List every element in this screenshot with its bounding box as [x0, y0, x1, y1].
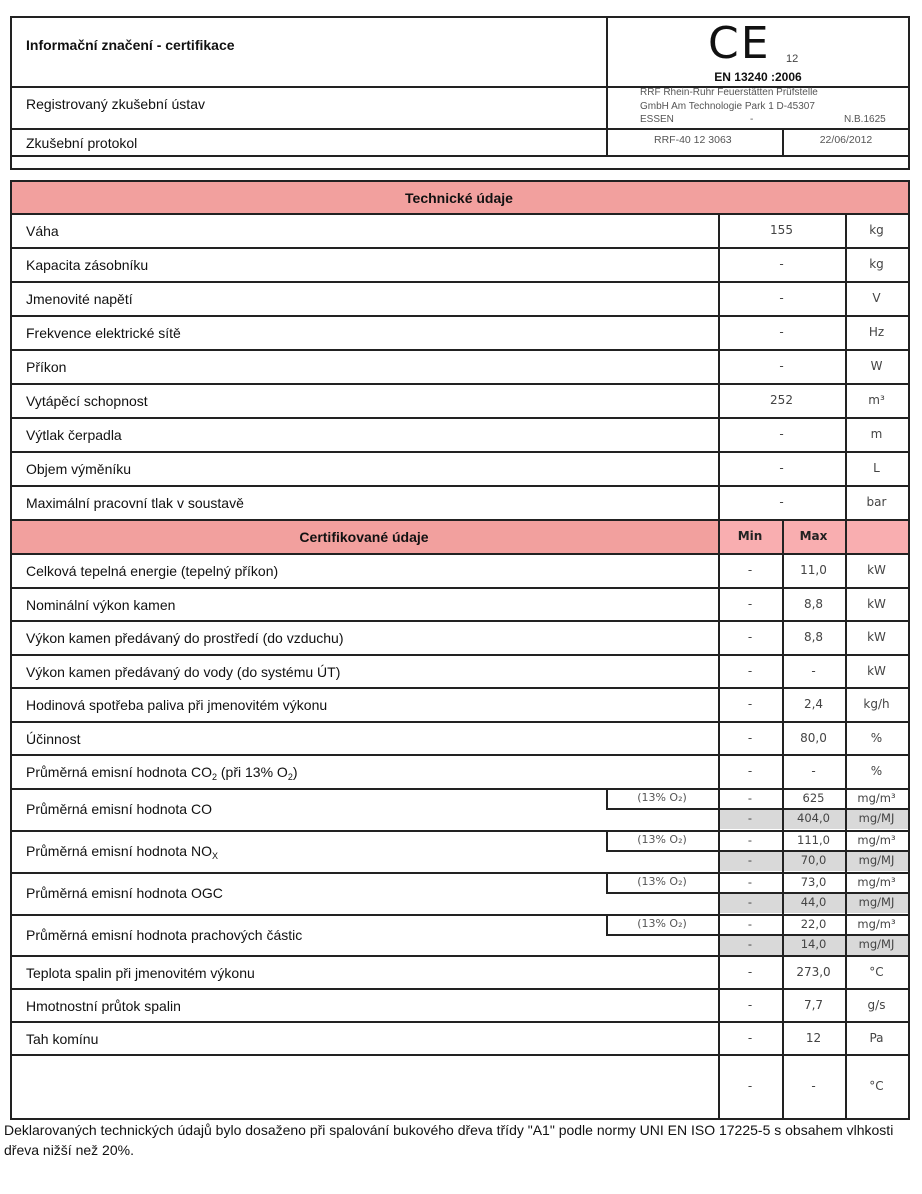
lab-address: [640, 86, 818, 114]
cert-row-max: 12: [805, 1030, 822, 1045]
cert-row-unit: kW: [867, 596, 886, 611]
standard: EN 13240 :2006: [714, 70, 802, 84]
divider: [10, 654, 910, 656]
cert-row-label: Nominální výkon kamen: [26, 596, 176, 613]
cert-row-label: Výkon kamen předávaný do prostředí (do vzduchu): [26, 630, 344, 646]
divider: [10, 155, 910, 157]
divider: [718, 213, 720, 521]
divider: [10, 180, 910, 182]
cert-row-min: -: [747, 596, 753, 611]
emission-max: 22,0: [800, 917, 827, 931]
technical-header: Technické údaje: [405, 190, 513, 206]
divider: [606, 808, 910, 810]
cert-row-label: Výkon kamen předávaný do vody (do systému ÚT): [26, 663, 341, 680]
tech-row-value: -: [779, 461, 784, 475]
tech-row-unit: m³: [868, 393, 885, 407]
cert-row-unit: kW: [867, 562, 886, 577]
cert-row-min: -: [747, 663, 753, 678]
cert-row-label: Průměrná emisní hodnota $CO_2$ (při 13% $O_2$): [26, 764, 298, 782]
tech-row-label: Příkon: [26, 359, 67, 375]
divider: [10, 553, 910, 555]
cert-row-max: 2,4: [803, 696, 824, 711]
cert-row-max: 8,8: [803, 596, 824, 611]
emission-unit-mj: mg/MJ: [858, 853, 895, 867]
emission-max-mj: 70,0: [800, 853, 827, 867]
emission-min-mj: -: [747, 853, 753, 867]
cert-row-unit: kg/h: [863, 696, 890, 711]
emission-min-mj: -: [747, 811, 753, 825]
divider: [10, 587, 910, 589]
lab-nb: N.B.1625: [844, 114, 886, 125]
cert-row-unit: °C: [869, 964, 884, 979]
divider: [10, 281, 910, 283]
cert-row-label: Celková tepelná energie (tepelný příkon): [26, 563, 279, 579]
tech-row-value: 155: [770, 223, 793, 237]
cert-row-min: -: [747, 1030, 753, 1045]
certification-title: Informační značení - certifikace: [26, 37, 235, 53]
tech-row-label: Váha: [26, 223, 59, 239]
tech-row-value: -: [779, 257, 784, 271]
emission-condition: (13% O₂): [637, 875, 687, 888]
cert-row-label: Tah komínu: [26, 1031, 99, 1047]
cert-row-max: -: [811, 663, 816, 678]
divider: [10, 315, 910, 317]
protocol-number: RRF-40 12 3063: [654, 134, 732, 146]
divider: [845, 213, 847, 521]
divider: [10, 830, 910, 832]
divider: [606, 16, 608, 157]
emission-condition: (13% O₂): [637, 833, 687, 846]
cert-row-min: -: [747, 696, 753, 711]
protocol-date: 22/06/2012: [819, 134, 873, 146]
cert-row-unit: °C: [869, 1079, 884, 1093]
emission-label: Průměrná emisní hodnota CO: [26, 801, 212, 817]
divider: [606, 934, 910, 936]
cert-row-unit: Pa: [869, 1030, 884, 1045]
lab-dash: -: [750, 114, 754, 125]
tech-row-unit: bar: [866, 495, 887, 509]
divider: [908, 180, 910, 1120]
divider: [10, 754, 910, 756]
emission-label: Průměrná emisní hodnota prachových částic: [26, 927, 303, 943]
tech-row-value: -: [779, 291, 784, 305]
cert-row-unit: g/s: [867, 997, 886, 1012]
emission-unit-mj: mg/MJ: [858, 811, 895, 825]
tech-row-unit: V: [872, 291, 881, 305]
divider: [10, 180, 12, 1120]
divider: [10, 213, 910, 215]
emission-max-mj: 44,0: [800, 895, 827, 909]
tech-row-label: Kapacita zásobníku: [26, 257, 149, 273]
divider: [718, 519, 720, 1120]
emission-label: Průměrná emisní hodnota OGC: [26, 885, 223, 901]
tech-row-value: -: [779, 427, 784, 441]
divider: [10, 128, 910, 130]
divider: [10, 417, 910, 419]
divider: [10, 485, 910, 487]
divider: [606, 892, 910, 894]
emission-max: 625: [802, 791, 825, 805]
tech-row-value: -: [779, 325, 784, 339]
lab-line2: GmbH Am Technologie Park 1 D-45307: [640, 101, 815, 112]
cert-row-min: -: [747, 1079, 753, 1093]
divider: [10, 168, 910, 170]
cert-row-unit: %: [870, 730, 883, 745]
tech-row-label: Maximální pracovní tlak v soustavě: [26, 495, 244, 511]
emission-unit-mj: mg/MJ: [858, 895, 895, 909]
emission-max: 73,0: [800, 875, 827, 889]
lab-line1: RRF Rhein-Ruhr Feuerstätten Prüfstelle: [640, 87, 818, 98]
divider: [10, 620, 910, 622]
cert-row-min: -: [747, 730, 753, 745]
tech-row-unit: L: [873, 461, 880, 475]
divider: [10, 1054, 910, 1056]
tech-row-unit: kg: [869, 257, 884, 271]
cert-row-max: 8,8: [803, 629, 824, 644]
emission-unit: mg/m³: [857, 833, 896, 847]
divider: [10, 16, 12, 170]
emission-min: -: [747, 791, 753, 805]
divider: [10, 988, 910, 990]
divider: [845, 519, 847, 1120]
emission-min: -: [747, 875, 753, 889]
divider: [10, 16, 910, 18]
emission-min-mj: -: [747, 937, 753, 951]
emission-unit-mj: mg/MJ: [858, 937, 895, 951]
cert-row-min: -: [747, 562, 753, 577]
tech-row-label: Frekvence elektrické sítě: [26, 325, 181, 341]
cert-row-max: -: [811, 1079, 816, 1093]
tech-row-value: -: [779, 359, 784, 373]
tech-row-unit: kg: [869, 223, 884, 237]
divider: [10, 914, 910, 916]
divider: [10, 1021, 910, 1023]
cert-row-max: 273,0: [796, 964, 831, 979]
cert-row-label: Hodinová spotřeba paliva při jmenovitém výkonu: [26, 697, 328, 713]
emission-unit: mg/m³: [857, 917, 896, 931]
divider: [606, 850, 910, 852]
emission-max: 111,0: [797, 833, 830, 847]
tech-row-label: Objem výměníku: [26, 461, 132, 477]
tech-row-label: Jmenovité napětí: [26, 291, 133, 307]
divider: [10, 788, 910, 790]
cert-row-unit: kW: [867, 663, 886, 678]
divider: [10, 519, 910, 521]
cert-row-min: -: [747, 997, 753, 1012]
tech-row-value: 252: [770, 393, 793, 407]
divider: [908, 16, 910, 170]
tech-row-value: -: [779, 495, 784, 509]
divider: [10, 451, 910, 453]
cert-row-max: -: [811, 763, 816, 778]
divider: [10, 687, 910, 689]
emission-label: Průměrná emisní hodnota $NO_X$: [26, 843, 218, 861]
divider: [10, 955, 910, 957]
cert-row-max: 7,7: [803, 997, 824, 1012]
divider: [10, 872, 910, 874]
cert-row-unit: kW: [867, 629, 886, 644]
divider: [10, 349, 910, 351]
col-max-header: Max: [799, 529, 828, 543]
emission-min: -: [747, 833, 753, 847]
tech-row-label: Výtlak čerpadla: [26, 427, 122, 443]
footnote: Deklarovaných technických údajů bylo dosaženo při spalování bukového dřeva třídy "A1" podle normy UNI EN ISO 17225-5 s obsahem vlhkosti dřeva nižší než 20%.: [4, 1122, 894, 1158]
emission-min: -: [747, 917, 753, 931]
cert-row-label: Hmotnostní průtok spalin: [26, 998, 181, 1014]
cert-row-max: 11,0: [800, 562, 827, 577]
tech-row-unit: Hz: [868, 325, 885, 339]
col-min-header: Min: [737, 529, 763, 543]
emission-min-mj: -: [747, 895, 753, 909]
divider: [10, 383, 910, 385]
lab-city: ESSEN: [640, 114, 674, 125]
divider: [10, 247, 910, 249]
cert-row-min: -: [747, 629, 753, 644]
cert-row-label: Účinnost: [26, 730, 81, 747]
tech-row-unit: m: [870, 427, 883, 441]
ce-number: 12: [786, 53, 799, 65]
emission-unit: mg/m³: [857, 875, 896, 889]
cert-row-unit: %: [870, 763, 883, 778]
ce-mark-icon: CE: [708, 18, 771, 69]
cert-row-min: -: [747, 763, 753, 778]
lab-label: Registrovaný zkušební ústav: [26, 96, 205, 112]
emission-max-mj: 14,0: [800, 937, 827, 951]
cert-row-label: Teplota spalin při jmenovitém výkonu: [26, 965, 255, 981]
protocol-label: Zkušební protokol: [26, 135, 138, 151]
divider: [10, 721, 910, 723]
emission-condition: (13% O₂): [637, 917, 687, 930]
tech-row-unit: W: [870, 359, 883, 373]
certified-header: Certifikované údaje: [299, 529, 429, 545]
divider: [782, 519, 784, 1120]
emission-condition: (13% O₂): [637, 791, 687, 804]
tech-row-label: Vytápěcí schopnost: [26, 393, 148, 409]
cert-row-max: 80,0: [800, 730, 827, 745]
emission-unit: mg/m³: [857, 791, 896, 805]
cert-row-min: -: [747, 964, 753, 979]
emission-max-mj: 404,0: [797, 811, 830, 825]
